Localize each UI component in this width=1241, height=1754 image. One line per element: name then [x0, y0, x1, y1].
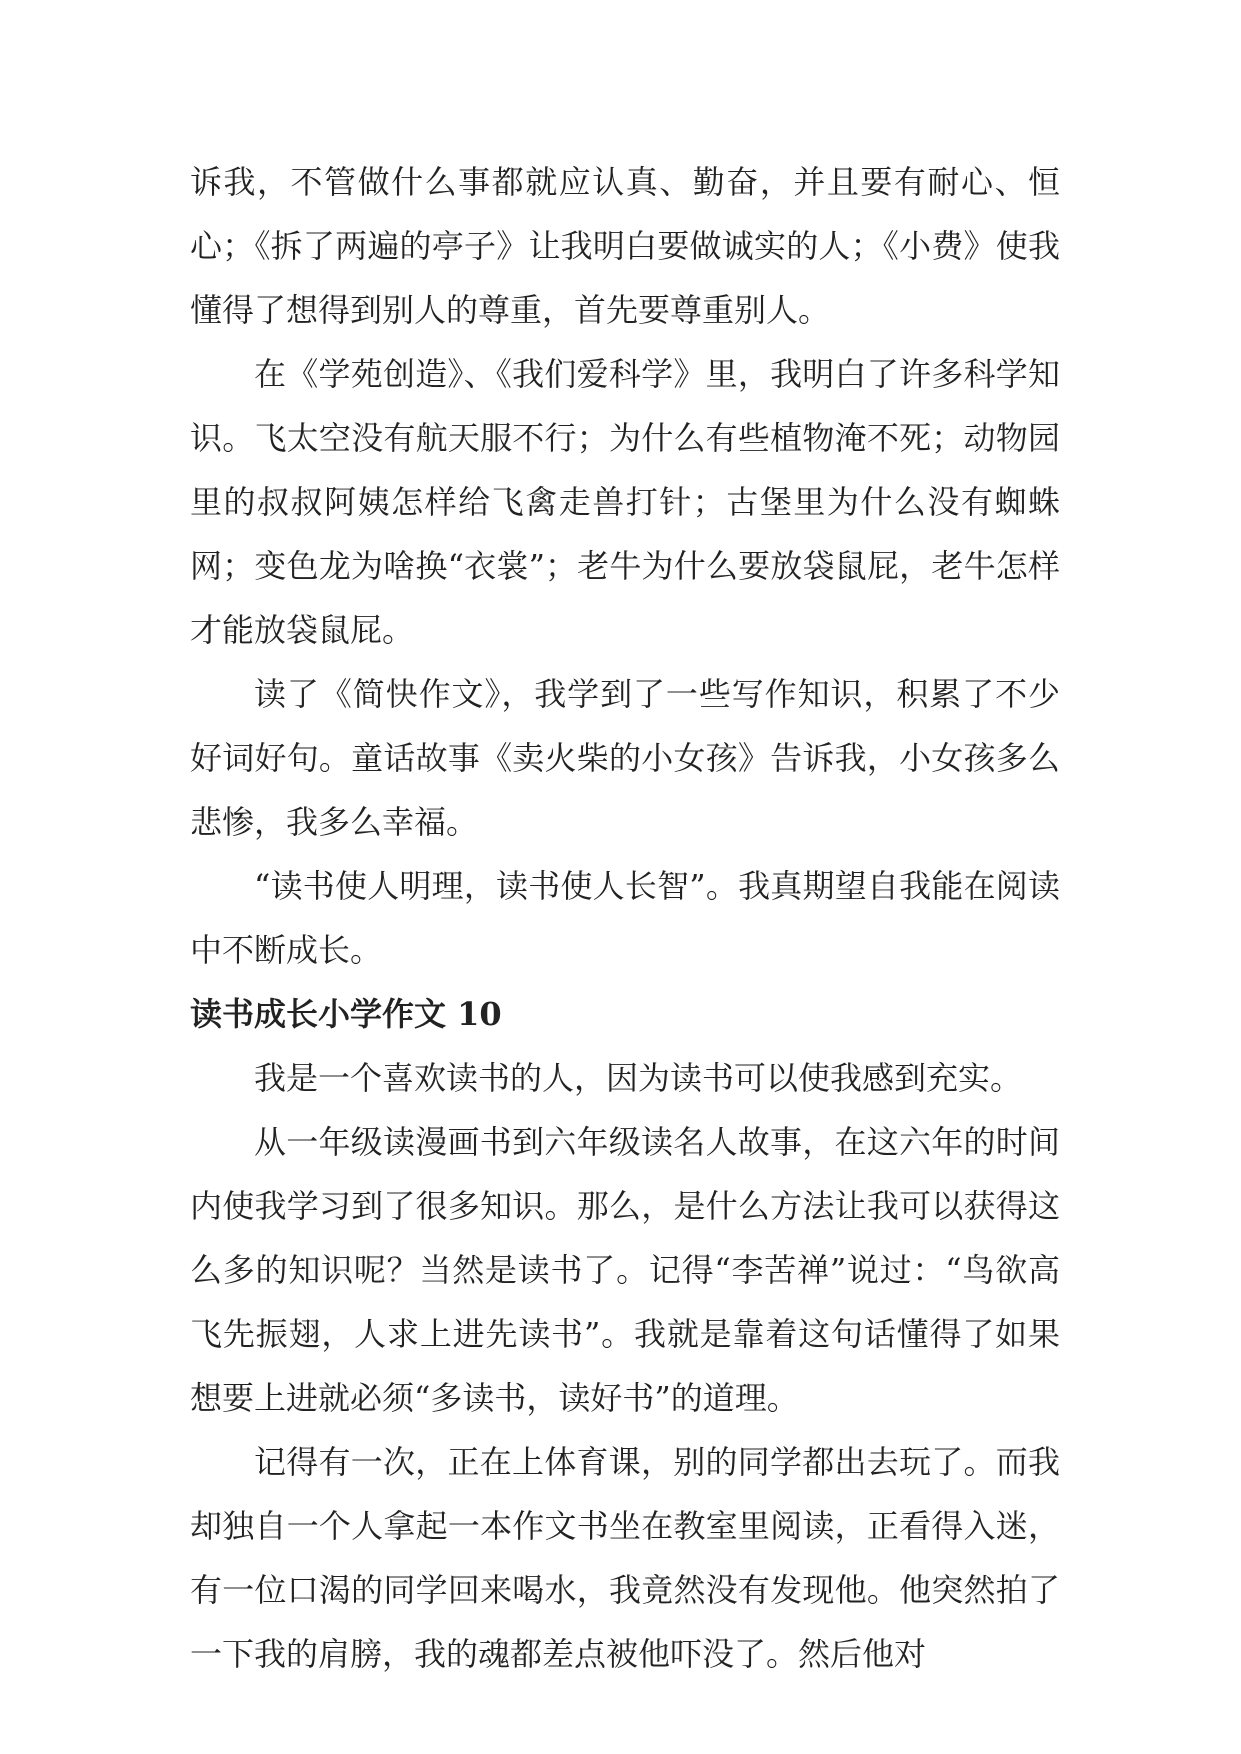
document-body	[190, 150, 1060, 1686]
section-paragraph-1: 我是一个喜欢读书的人，因为读书可以使我感到充实。	[254, 1059, 1023, 1097]
section-title: 读书成长小学作文 10	[190, 995, 502, 1033]
section-paragraph-2: 从一年级读漫画书到六年级读名人故事，在这六年的时间内使我学习到了很多知识。那么，是什么方法让我可以获得这么多的知识呢？当然是读书了。记得“李苦禅”说过：“鸟欲高飞先振翅，人求上进先读书”。我就是靠着这句话懂得了如果想要上进就必须“多读书，读好书”的道理。	[190, 1123, 1060, 1417]
paragraph-3: 读了《简快作文》，我学到了一些写作知识，积累了不少好词好句。童话故事《卖火柴的小女孩》告诉我，小女孩多么悲惨，我多么幸福。	[190, 675, 1060, 841]
paragraph-1: 诉我，不管做什么事都就应认真、勤奋，并且要有耐心、恒心；《拆了两遍的亭子》让我明白要做诚实的人；《小费》使我懂得了想得到别人的尊重，首先要尊重别人。	[190, 163, 1060, 329]
paragraph-2: 在《学苑创造》、《我们爱科学》里，我明白了许多科学知识。飞太空没有航天服不行；为什么有些植物淹不死；动物园里的叔叔阿姨怎样给飞禽走兽打针；古堡里为什么没有蜘蛛网；变色龙为啥换“衣裳”；老牛为什么要放袋鼠屁，老牛怎样才能放袋鼠屁。	[190, 355, 1060, 649]
paragraph-4: “读书使人明理，读书使人长智”。我真期望自我能在阅读中不断成长。	[190, 867, 1060, 969]
section-paragraph-3: 记得有一次，正在上体育课，别的同学都出去玩了。而我却独自一个人拿起一本作文书坐在教室里阅读，正看得入迷，有一位口渴的同学回来喝水，我竟然没有发现他。他突然拍了一下我的肩膀，我的魂都差点被他吓没了。然后他对	[190, 1443, 1060, 1673]
